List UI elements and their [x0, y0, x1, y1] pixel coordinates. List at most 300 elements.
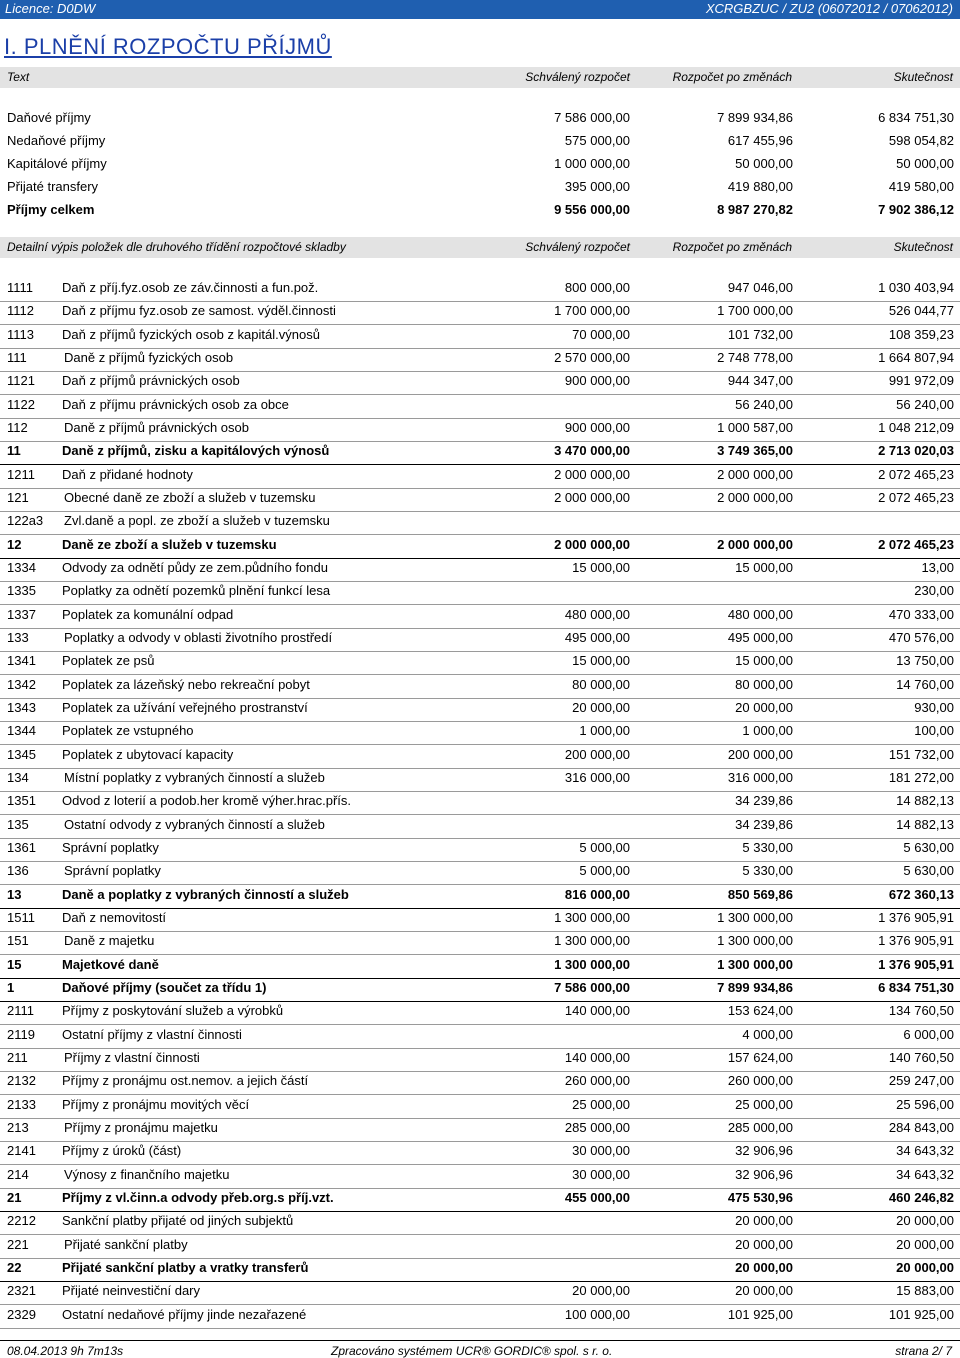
row-code: 211 [7, 1049, 28, 1065]
row-code: 121 [7, 490, 29, 505]
row-actual: 284 843,00 [888, 1119, 954, 1135]
row-code: 2212 [7, 1213, 36, 1229]
row-name: Daň z příjmu právnických osob za obce [62, 396, 289, 412]
row-actual: 5 630,00 [903, 863, 954, 879]
row-after-changes: 20 000,00 [735, 1283, 793, 1299]
row-after-changes: 7 899 934,86 [717, 979, 793, 995]
row-approved: 1 300 000,00 [554, 909, 630, 925]
row-after-changes: 15 000,00 [735, 560, 793, 575]
summary-after-changes: 8 987 270,82 [717, 202, 793, 217]
table-row [0, 886, 960, 904]
row-after-changes: 5 330,00 [742, 839, 793, 855]
row-code: 2141 [7, 1143, 36, 1159]
table-row [0, 512, 960, 530]
row-name: Příjmy z vl.činn.a odvody přeb.org.s příj.vzt. [62, 1189, 334, 1205]
row-actual: 34 643,32 [896, 1166, 954, 1182]
row-name: Daně ze zboží a služeb v tuzemsku [62, 536, 277, 552]
row-approved: 25 000,00 [572, 1096, 630, 1112]
row-actual: 14 882,13 [896, 793, 954, 809]
row-approved: 5 000,00 [579, 839, 630, 855]
row-actual: 460 246,82 [888, 1189, 954, 1205]
table-row [0, 1119, 960, 1137]
row-actual: 181 272,00 [888, 769, 954, 785]
row-after-changes: 153 624,00 [727, 1003, 793, 1019]
row-approved: 30 000,00 [572, 1143, 630, 1159]
row-code: 112 [7, 420, 28, 435]
row-divider [0, 1328, 960, 1329]
row-name: Poplatek za užívání veřejného prostranství [62, 699, 308, 715]
row-after-changes: 34 239,86 [735, 816, 793, 832]
row-name: Správní poplatky [62, 839, 159, 855]
row-approved: 2 000 000,00 [554, 466, 630, 482]
row-code: 1122 [7, 396, 35, 412]
row-after-changes: 5 330,00 [742, 863, 793, 879]
row-approved: 3 470 000,00 [554, 443, 630, 459]
row-name: Poplatky a odvody v oblasti životního prostředí [64, 630, 333, 645]
row-approved: 7 586 000,00 [554, 979, 630, 995]
row-actual: 991 972,09 [888, 373, 954, 389]
row-approved: 5 000,00 [579, 863, 630, 879]
row-actual: 2 072 465,23 [878, 490, 954, 505]
row-actual: 34 643,32 [896, 1143, 954, 1159]
row-after-changes: 944 347,00 [727, 373, 793, 389]
table-row [0, 582, 960, 600]
row-code: 1344 [7, 723, 36, 739]
row-actual: 151 732,00 [888, 746, 954, 762]
table-row [0, 1072, 960, 1090]
row-code: 1511 [7, 909, 35, 925]
summary-row [0, 201, 960, 219]
row-code: 1211 [7, 466, 35, 482]
row-code: 1121 [7, 373, 35, 389]
table-row [0, 302, 960, 320]
header-actual: Skutečnost [893, 240, 953, 254]
row-after-changes: 316 000,00 [727, 769, 793, 785]
row-after-changes: 157 624,00 [727, 1049, 793, 1065]
row-after-changes: 947 046,00 [727, 280, 793, 295]
row-approved: 200 000,00 [564, 746, 630, 762]
row-approved: 140 000,00 [564, 1049, 630, 1065]
row-approved: 2 570 000,00 [554, 350, 630, 365]
row-approved: 1 300 000,00 [554, 933, 630, 949]
row-code: 21 [7, 1189, 22, 1205]
row-after-changes: 2 000 000,00 [717, 536, 793, 552]
summary-approved: 9 556 000,00 [554, 202, 630, 217]
row-name: Daňové příjmy (součet za třídu 1) [62, 979, 267, 995]
row-code: 1111 [7, 280, 34, 295]
summary-actual: 7 902 386,12 [878, 202, 954, 217]
license-label: Licence: D0DW [5, 1, 96, 16]
row-actual: 56 240,00 [896, 396, 954, 412]
footer-page: strana 2/ 7 [895, 1344, 952, 1358]
table-row [0, 349, 960, 367]
row-approved: 260 000,00 [564, 1073, 630, 1089]
row-after-changes: 20 000,00 [735, 1236, 793, 1252]
row-code: 1 [7, 979, 15, 995]
row-actual: 13 750,00 [896, 653, 954, 669]
footer-date: 08.04.2013 9h 7m13s [7, 1344, 124, 1358]
row-name: Daně z příjmů právnických osob [64, 420, 249, 435]
summary-text: Daňové příjmy [7, 110, 91, 125]
table-row [0, 279, 960, 297]
table-row [0, 1282, 960, 1300]
row-code: 1337 [7, 606, 36, 622]
table-row [0, 466, 960, 484]
row-code: 2321 [7, 1283, 36, 1299]
summary-header [0, 67, 960, 88]
table-row [0, 769, 960, 787]
row-after-changes: 80 000,00 [735, 676, 793, 692]
row-after-changes: 32 906,96 [735, 1166, 793, 1182]
summary-approved: 575 000,00 [564, 133, 630, 148]
row-name: Příjmy z pronájmu movitých věcí [62, 1096, 250, 1112]
table-row [0, 932, 960, 950]
summary-after-changes: 419 880,00 [727, 179, 793, 194]
table-row [0, 1259, 960, 1277]
row-actual: 2 072 465,23 [878, 466, 954, 482]
row-code: 13 [7, 886, 22, 902]
table-row [0, 419, 960, 437]
row-approved: 140 000,00 [564, 1003, 630, 1019]
summary-actual: 598 054,82 [888, 133, 954, 148]
table-row [0, 1096, 960, 1114]
row-actual: 672 360,13 [888, 886, 954, 902]
row-approved: 20 000,00 [572, 699, 630, 715]
row-actual: 134 760,50 [888, 1003, 954, 1019]
table-row [0, 956, 960, 974]
table-row [0, 489, 960, 507]
row-after-changes: 56 240,00 [735, 396, 793, 412]
footer-system: Zpracováno systémem UCR® GORDIC® spol. s r. o. [331, 1344, 613, 1358]
table-row [0, 559, 960, 577]
row-approved: 70 000,00 [572, 326, 630, 342]
row-actual: 2 713 020,03 [878, 443, 954, 459]
row-name: Majetkové daně [62, 956, 159, 972]
row-code: 2133 [7, 1096, 36, 1112]
row-name: Obecné daně ze zboží a služeb v tuzemsku [64, 490, 316, 505]
row-approved: 100 000,00 [564, 1306, 630, 1322]
row-code: 122a3 [7, 513, 44, 529]
summary-text: Příjmy celkem [7, 202, 95, 217]
row-after-changes: 260 000,00 [727, 1073, 793, 1089]
summary-row [0, 132, 960, 150]
row-name: Přijaté sankční platby [64, 1236, 188, 1252]
row-approved: 30 000,00 [572, 1166, 630, 1182]
document-code: XCRGBZUC / ZU2 (06072012 / 07062012) [705, 1, 953, 16]
row-after-changes: 101 732,00 [727, 326, 793, 342]
row-name: Odvody za odnětí půdy ze zem.půdního fondu [62, 560, 328, 575]
row-approved: 1 700 000,00 [554, 303, 630, 319]
row-code: 11 [7, 443, 21, 459]
row-name: Daně a poplatky z vybraných činností a služeb [62, 886, 349, 902]
summary-actual: 419 580,00 [888, 179, 954, 194]
table-row [0, 1236, 960, 1254]
row-after-changes: 1 300 000,00 [717, 909, 793, 925]
row-actual: 5 630,00 [903, 839, 954, 855]
row-code: 15 [7, 956, 22, 972]
row-name: Příjmy z pronájmu majetku [64, 1119, 218, 1135]
table-row [0, 909, 960, 927]
row-code: 134 [7, 769, 29, 785]
summary-actual: 50 000,00 [896, 156, 954, 171]
table-row [0, 1002, 960, 1020]
table-row [0, 792, 960, 810]
row-actual: 14 760,00 [896, 676, 954, 692]
summary-approved: 395 000,00 [564, 179, 630, 194]
row-after-changes: 20 000,00 [735, 699, 793, 715]
row-code: 2329 [7, 1306, 36, 1322]
row-code: 133 [7, 630, 29, 645]
row-actual: 14 882,13 [896, 816, 954, 832]
table-row [0, 1142, 960, 1160]
row-name: Výnosy z finančního majetku [64, 1166, 230, 1182]
table-row [0, 1166, 960, 1184]
row-approved: 1 000,00 [579, 723, 630, 739]
row-approved: 816 000,00 [564, 886, 630, 902]
row-after-changes: 850 569,86 [727, 886, 793, 902]
row-after-changes: 495 000,00 [727, 630, 793, 645]
row-actual: 101 925,00 [888, 1306, 954, 1322]
summary-text: Nedaňové příjmy [7, 133, 106, 148]
row-actual: 1 664 807,94 [878, 350, 954, 365]
row-approved: 285 000,00 [564, 1119, 630, 1135]
row-code: 1113 [7, 326, 34, 342]
row-after-changes: 32 906,96 [735, 1143, 793, 1159]
row-actual: 108 359,23 [888, 326, 954, 342]
header-after-changes: Rozpočet po změnách [672, 70, 792, 84]
row-after-changes: 200 000,00 [727, 746, 793, 762]
row-actual: 1 030 403,94 [878, 280, 954, 295]
row-after-changes: 480 000,00 [727, 606, 793, 622]
row-name: Daň z přidané hodnoty [62, 466, 193, 482]
table-row [0, 746, 960, 764]
row-after-changes: 1 300 000,00 [717, 956, 793, 972]
row-name: Příjmy z pronájmu ost.nemov. a jejich částí [62, 1073, 309, 1089]
row-name: Poplatek za lázeňský nebo rekreační pobyt [62, 676, 310, 692]
row-name: Poplatek za komunální odpad [62, 606, 234, 622]
row-code: 214 [7, 1166, 29, 1182]
row-name: Správní poplatky [64, 863, 161, 879]
row-approved: 800 000,00 [564, 280, 630, 295]
row-name: Ostatní odvody z vybraných činností a služeb [64, 816, 325, 832]
row-after-changes: 475 530,96 [727, 1189, 793, 1205]
table-row [0, 442, 960, 460]
row-actual: 13,00 [921, 560, 954, 575]
row-approved: 15 000,00 [572, 560, 630, 575]
row-name: Poplatky za odnětí pozemků plnění funkcí lesa [62, 583, 331, 599]
row-name: Daň z příjmů právnických osob [62, 373, 240, 389]
row-name: Poplatek z ubytovací kapacity [62, 746, 234, 762]
summary-row [0, 178, 960, 196]
row-actual: 1 048 212,09 [878, 420, 954, 435]
row-code: 1112 [7, 303, 34, 319]
summary-text: Přijaté transfery [7, 179, 99, 194]
row-approved: 1 300 000,00 [554, 956, 630, 972]
top-bar [0, 0, 960, 19]
table-row [0, 1189, 960, 1207]
header-approved: Schválený rozpočet [525, 240, 630, 254]
row-code: 2132 [7, 1073, 36, 1089]
header-text: Text [7, 70, 30, 84]
row-actual: 230,00 [914, 583, 954, 599]
summary-approved: 7 586 000,00 [554, 110, 630, 125]
row-actual: 100,00 [914, 723, 954, 739]
row-approved: 900 000,00 [564, 420, 630, 435]
row-after-changes: 2 000 000,00 [717, 466, 793, 482]
footer-divider [0, 1340, 960, 1341]
row-approved: 15 000,00 [572, 653, 630, 669]
table-row [0, 862, 960, 880]
row-after-changes: 34 239,86 [735, 793, 793, 809]
row-code: 1334 [7, 560, 36, 575]
row-after-changes: 20 000,00 [735, 1213, 793, 1229]
row-actual: 930,00 [914, 699, 954, 715]
summary-actual: 6 834 751,30 [878, 110, 954, 125]
row-code: 1361 [7, 839, 36, 855]
table-row [0, 722, 960, 740]
row-name: Ostatní příjmy z vlastní činnosti [62, 1026, 242, 1042]
row-after-changes: 25 000,00 [735, 1096, 793, 1112]
row-actual: 470 333,00 [888, 606, 954, 622]
header-approved: Schválený rozpočet [525, 70, 630, 84]
row-name: Daně z příjmů, zisku a kapitálových výnosů [62, 443, 330, 459]
header-after-changes: Rozpočet po změnách [672, 240, 792, 254]
row-approved: 2 000 000,00 [554, 490, 630, 505]
row-actual: 20 000,00 [896, 1259, 954, 1275]
row-name: Daně z majetku [64, 933, 155, 949]
row-approved: 80 000,00 [572, 676, 630, 692]
row-actual: 470 576,00 [888, 630, 954, 645]
table-row [0, 1212, 960, 1230]
row-name: Odvod z loterií a podob.her kromě výher.hrac.přís. [62, 793, 352, 809]
row-after-changes: 15 000,00 [735, 653, 793, 669]
summary-text: Kapitálové příjmy [7, 156, 107, 171]
row-actual: 526 044,77 [888, 303, 954, 319]
row-code: 221 [7, 1236, 29, 1252]
row-actual: 259 247,00 [888, 1073, 954, 1089]
table-row [0, 326, 960, 344]
page-title: I. PLNĚNÍ ROZPOČTU PŘÍJMŮ [4, 34, 332, 59]
row-name: Daň z příjmů fyzických osob z kapitál.výnosů [62, 326, 320, 342]
row-approved: 20 000,00 [572, 1283, 630, 1299]
row-actual: 6 834 751,30 [878, 979, 954, 995]
row-code: 2111 [7, 1003, 34, 1019]
row-code: 1351 [7, 793, 36, 809]
row-code: 1345 [7, 746, 36, 762]
row-actual: 1 376 905,91 [878, 933, 954, 949]
row-after-changes: 101 925,00 [727, 1306, 793, 1322]
row-name: Sankční platby přijaté od jiných subjektů [62, 1213, 294, 1229]
row-after-changes: 285 000,00 [727, 1119, 793, 1135]
row-approved: 900 000,00 [564, 373, 630, 389]
row-after-changes: 1 000 587,00 [717, 420, 793, 435]
row-approved: 480 000,00 [564, 606, 630, 622]
summary-after-changes: 7 899 934,86 [717, 110, 793, 125]
header-actual: Skutečnost [893, 70, 953, 84]
table-row [0, 839, 960, 857]
row-name: Příjmy z poskytování služeb a výrobků [62, 1003, 284, 1019]
row-name: Příjmy z vlastní činnosti [64, 1049, 200, 1065]
row-code: 136 [7, 863, 29, 879]
row-name: Daň z nemovitostí [62, 909, 167, 925]
row-code: 111 [7, 350, 27, 365]
table-row [0, 1049, 960, 1067]
row-actual: 2 072 465,23 [878, 536, 954, 552]
table-row [0, 652, 960, 670]
table-row [0, 676, 960, 694]
row-actual: 20 000,00 [896, 1213, 954, 1229]
row-name: Daň z příjmu fyz.osob ze samost. výděl.činnosti [62, 303, 336, 319]
row-code: 12 [7, 536, 22, 552]
table-row [0, 1306, 960, 1324]
row-name: Poplatek ze vstupného [62, 723, 194, 739]
row-approved: 495 000,00 [564, 630, 630, 645]
row-code: 1341 [7, 653, 36, 669]
row-code: 213 [7, 1119, 29, 1135]
row-actual: 140 760,50 [888, 1049, 954, 1065]
row-after-changes: 20 000,00 [735, 1259, 793, 1275]
row-code: 2119 [7, 1026, 35, 1042]
row-after-changes: 1 700 000,00 [717, 303, 793, 319]
row-code: 1343 [7, 699, 36, 715]
row-actual: 20 000,00 [896, 1236, 954, 1252]
row-name: Daně z příjmů fyzických osob [64, 350, 234, 365]
row-name: Ostatní nedaňové příjmy jinde nezařazené [62, 1306, 307, 1322]
table-row [0, 816, 960, 834]
row-after-changes: 2 000 000,00 [717, 490, 793, 505]
summary-row [0, 109, 960, 127]
row-code: 1342 [7, 676, 36, 692]
row-after-changes: 1 300 000,00 [717, 933, 793, 949]
row-actual: 1 376 905,91 [878, 909, 954, 925]
summary-after-changes: 50 000,00 [735, 156, 793, 171]
row-approved: 2 000 000,00 [554, 536, 630, 552]
table-row [0, 1026, 960, 1044]
row-name: Místní poplatky z vybraných činností a služeb [64, 769, 325, 785]
table-row [0, 606, 960, 624]
row-actual: 1 376 905,91 [878, 956, 954, 972]
summary-approved: 1 000 000,00 [554, 156, 630, 171]
row-name: Poplatek ze psů [62, 653, 155, 669]
row-name: Zvl.daně a popl. ze zboží a služeb v tuzemsku [64, 513, 330, 529]
row-code: 151 [7, 933, 29, 949]
row-actual: 25 596,00 [896, 1096, 954, 1112]
table-row [0, 629, 960, 647]
summary-after-changes: 617 455,96 [727, 133, 793, 148]
row-actual: 6 000,00 [903, 1026, 954, 1042]
row-after-changes: 1 000,00 [742, 723, 793, 739]
row-name: Přijaté sankční platby a vratky transferů [62, 1259, 309, 1275]
row-after-changes: 2 748 778,00 [717, 350, 793, 365]
table-row [0, 536, 960, 554]
table-row [0, 979, 960, 997]
row-after-changes: 4 000,00 [742, 1026, 793, 1042]
table-row [0, 699, 960, 717]
row-approved: 455 000,00 [564, 1189, 630, 1205]
row-approved: 316 000,00 [564, 769, 630, 785]
row-name: Přijaté neinvestiční dary [62, 1283, 201, 1299]
summary-row [0, 155, 960, 173]
row-name: Daň z příj.fyz.osob ze záv.činnosti a fun.pož. [62, 280, 319, 295]
header-detail-text: Detailní výpis položek dle druhového třídění rozpočtové skladby [7, 240, 346, 254]
row-name: Příjmy z úroků (část) [62, 1143, 182, 1159]
row-code: 1335 [7, 583, 36, 599]
detail-header [0, 237, 960, 258]
row-after-changes: 3 749 365,00 [717, 443, 793, 459]
row-actual: 15 883,00 [896, 1283, 954, 1299]
row-code: 135 [7, 816, 29, 832]
row-code: 22 [7, 1259, 22, 1275]
